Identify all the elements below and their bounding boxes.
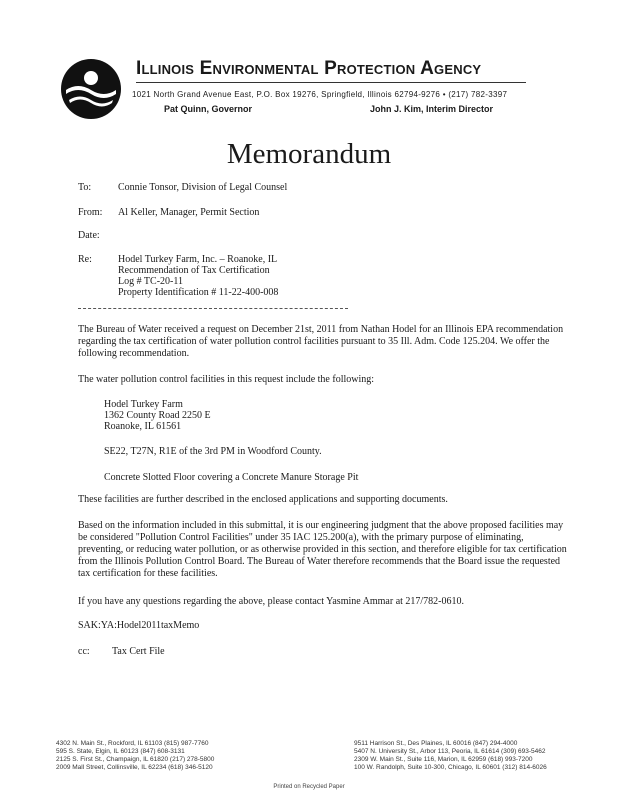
agency-name: Illinois Environmental Protection Agency bbox=[136, 58, 482, 79]
separator-line bbox=[78, 308, 348, 309]
director-name: John J. Kim, Interim Director bbox=[370, 104, 494, 114]
header-rule bbox=[136, 82, 526, 83]
re-line: Hodel Turkey Farm, Inc. – Roanoke, IL bbox=[118, 254, 278, 265]
footer-line: 9511 Harrison St., Des Plaines, IL 60016 (847) 294-4000 bbox=[354, 740, 518, 747]
facility-line: Hodel Turkey Farm bbox=[104, 399, 183, 410]
footer-line: 5407 N. University St., Arbor 113, Peoria, IL 61614 (309) 693-5462 bbox=[354, 748, 546, 755]
footer-line: 4302 N. Main St., Rockford, IL 61103 (815) 987-7760 bbox=[56, 740, 209, 747]
re-line: Property Identification # 11-22-400-008 bbox=[118, 287, 279, 298]
facility-description: Concrete Slotted Floor covering a Concrete Manure Storage Pit bbox=[104, 472, 359, 483]
reference-code: SAK:YA:Hodel2011taxMemo bbox=[78, 620, 200, 631]
facility-line: Roanoke, IL 61561 bbox=[104, 421, 182, 432]
body-paragraph-judgment: Based on the information included in this submittal, it is our engineering judgment that the above proposed facilities may be considered "Pollution Control Facilities" under 35 IAC 125.200(a), with the primary purpose of eliminating, preventing, or reducing water pollution, or as otherwise provided in this section, and therefore eligible for tax certification from the Illinois Pollution Control Board. The Bureau of Water therefore recommends that the Board issue the requested tax certification for these facilities. bbox=[78, 520, 567, 579]
footer-line: 2125 S. First St., Champaign, IL 61820 (217) 278-5800 bbox=[56, 756, 215, 763]
to-value: Connie Tonsor, Division of Legal Counsel bbox=[118, 182, 288, 193]
re-label: Re: bbox=[78, 254, 92, 265]
footer-line: 2009 Mall Street, Collinsville, IL 62234 (618) 346-5120 bbox=[56, 764, 213, 771]
date-label: Date: bbox=[78, 230, 100, 241]
from-value: Al Keller, Manager, Permit Section bbox=[118, 207, 260, 218]
cc-value: Tax Cert File bbox=[112, 646, 165, 657]
agency-logo-icon bbox=[60, 58, 122, 120]
agency-address: 1021 North Grand Avenue East, P.O. Box 19276, Springfield, Illinois 62794-9276 • (217) 782-3397 bbox=[132, 90, 508, 99]
cc-label: cc: bbox=[78, 646, 90, 657]
body-paragraph-contact: If you have any questions regarding the above, please contact Yasmine Ammar at 217/782-0610. bbox=[78, 596, 465, 607]
footer-line: 595 S. State, Elgin, IL 60123 (847) 608-3131 bbox=[56, 748, 185, 755]
body-paragraph-facilities-intro: The water pollution control facilities in this request include the following: bbox=[78, 374, 375, 385]
memo-title: Memorandum bbox=[226, 138, 392, 170]
body-paragraph-request: The Bureau of Water received a request on December 21st, 2011 from Nathan Hodel for an Illinois EPA recommendation regarding the tax certification of water pollution control facilities pursuant to 35 Ill. Adm. Code 125.204. We offer the following recommendation. bbox=[78, 324, 564, 359]
re-subject bbox=[118, 254, 278, 298]
governor-name: Pat Quinn, Governor bbox=[164, 104, 253, 114]
facility-line: 1362 County Road 2250 E bbox=[104, 410, 211, 421]
facility-address bbox=[104, 399, 211, 432]
from-label: From: bbox=[78, 207, 103, 218]
footer-offices-left bbox=[56, 740, 214, 772]
re-line: Log # TC-20-11 bbox=[118, 276, 183, 287]
recycled-paper-note: Printed on Recycled Paper bbox=[273, 784, 345, 790]
facility-location: SE22, T27N, R1E of the 3rd PM in Woodford County. bbox=[104, 446, 322, 457]
body-paragraph-description: These facilities are further described in the enclosed applications and supporting documents. bbox=[78, 494, 448, 505]
to-label: To: bbox=[78, 182, 92, 193]
re-line: Recommendation of Tax Certification bbox=[118, 265, 270, 276]
footer-offices-right bbox=[354, 740, 547, 772]
footer-line: 2309 W. Main St., Suite 116, Marion, IL 62959 (618) 993-7200 bbox=[354, 756, 533, 763]
footer-line: 100 W. Randolph, Suite 10-300, Chicago, IL 60601 (312) 814-6026 bbox=[354, 764, 547, 771]
